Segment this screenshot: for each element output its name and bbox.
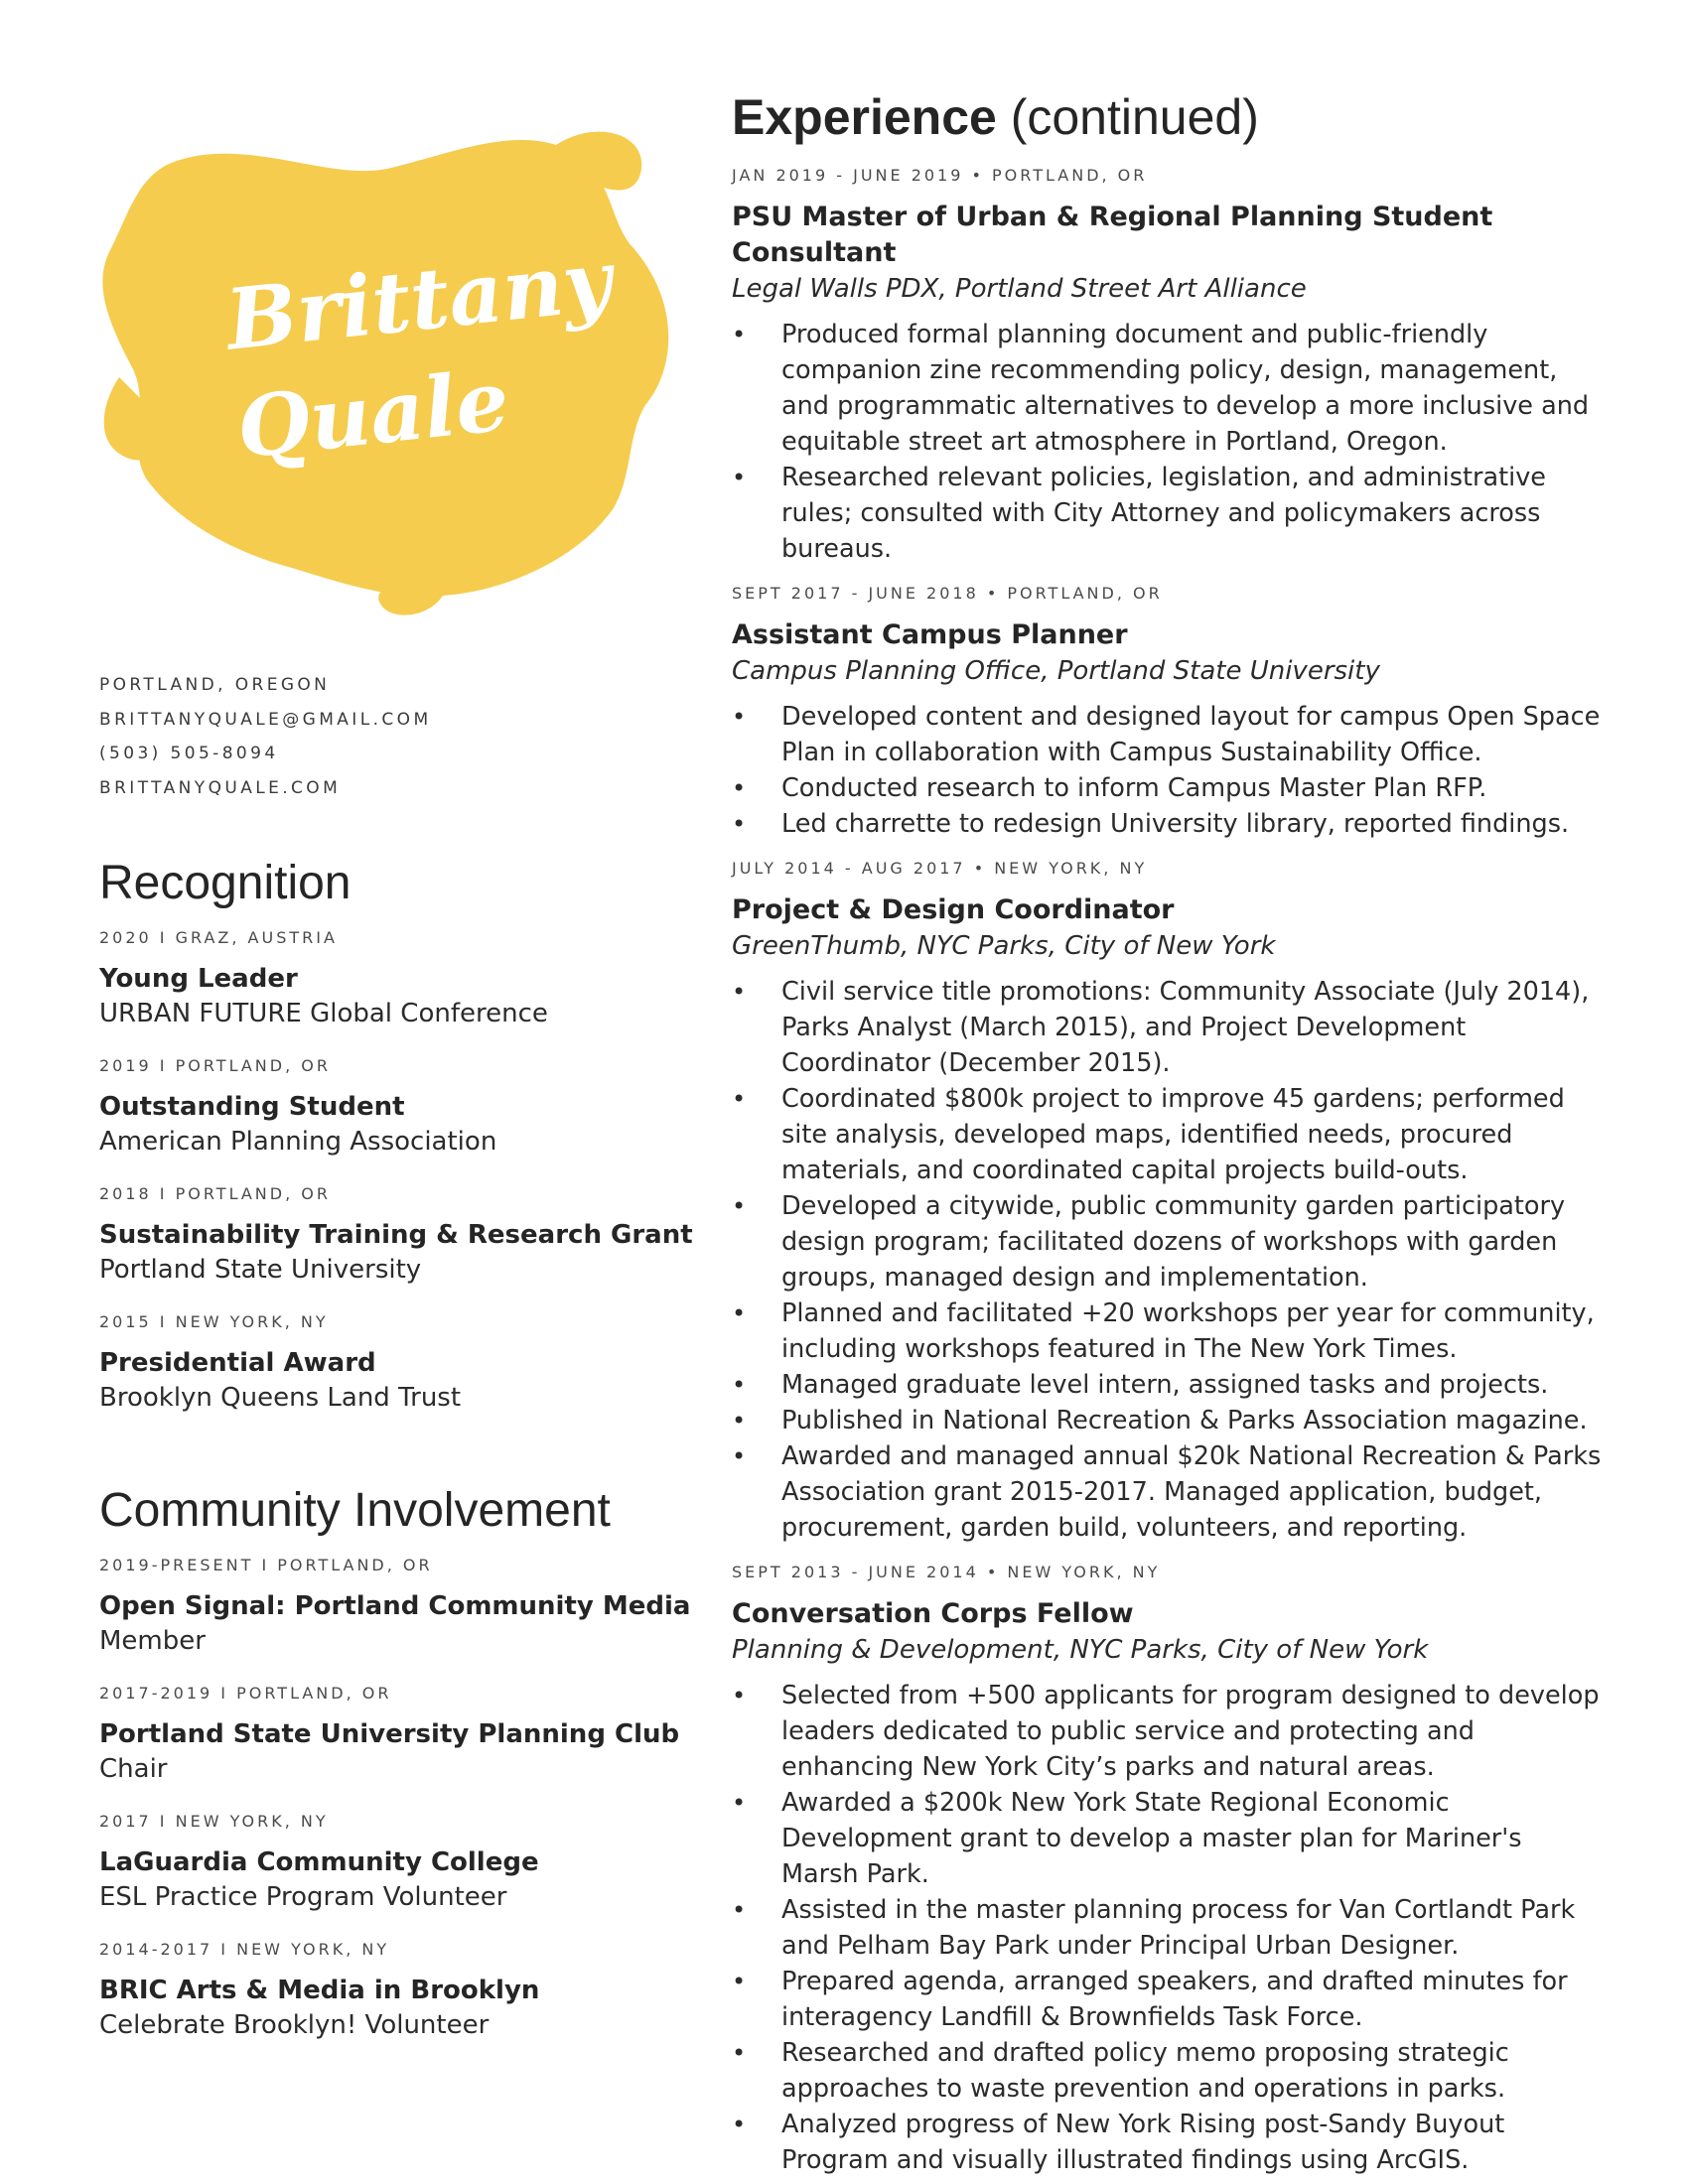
entry-subtitle: Chair (99, 1754, 168, 1784)
section-title-community: Community Involvement (99, 1484, 611, 1537)
job-organization: Planning & Development, NYC Parks, City of New York (732, 1635, 1429, 1665)
job-organization: Campus Planning Office, Portland State University (732, 656, 1380, 686)
experience-title-suffix: (continued) (996, 89, 1259, 145)
job-bullets (732, 699, 1606, 842)
community-entry (99, 1555, 695, 1659)
recognition-entry (99, 1183, 695, 1288)
contact-website[interactable]: BRITTANYQUALE.COM (99, 777, 342, 798)
job-bullet: • Analyzed progress of New York Rising post-Sandy Buyout Program and visually illustrated findings using ArcGIS. (732, 2107, 1606, 2178)
job-entry (732, 858, 1606, 1546)
community-section (99, 1481, 695, 2067)
job-bullet: • Coordinated $800k project to improve 45 gardens; performed site analysis, developed maps, identified needs, procured materials, and coordinated capital projects build-outs. (732, 1081, 1606, 1188)
entry-subtitle: ESL Practice Program Volunteer (99, 1882, 507, 1912)
community-entry (99, 1939, 695, 2043)
job-title: PSU Master of Urban & Regional Planning Student Consultant (732, 202, 1493, 268)
job-title: Assistant Campus Planner (732, 619, 1128, 650)
entry-subtitle: American Planning Association (99, 1127, 497, 1157)
job-entry (732, 583, 1606, 842)
job-bullets (732, 317, 1606, 567)
job-bullet: • Conducted research to inform Campus Master Plan RFP. (732, 770, 1606, 806)
job-meta: JULY 2014 - AUG 2017 • NEW YORK, NY (732, 859, 1148, 878)
entry-title: Open Signal: Portland Community Media (99, 1591, 691, 1621)
contact-location: PORTLAND, OREGON (99, 675, 331, 695)
job-bullet: • Researched relevant policies, legislation, and administrative rules; consulted with City Attorney and policymakers across bureaus. (732, 460, 1606, 567)
job-bullet: • Published in National Recreation & Parks Association magazine. (732, 1403, 1606, 1438)
entry-subtitle: Celebrate Brooklyn! Volunteer (99, 2010, 490, 2040)
recognition-section (99, 854, 695, 1439)
entry-title: Outstanding Student (99, 1092, 405, 1122)
job-bullet: • Assisted in the master planning process for Van Cortlandt Park and Pelham Bay Park under Principal Urban Designer. (732, 1892, 1606, 1964)
job-meta: SEPT 2013 - JUNE 2014 • NEW YORK, NY (732, 1563, 1161, 1581)
job-organization: GreenThumb, NYC Parks, City of New York (732, 931, 1276, 961)
recognition-entry (99, 1055, 695, 1160)
name-first: Brittany (221, 230, 617, 369)
entry-title: Portland State University Planning Club (99, 1719, 680, 1749)
experience-title-main: Experience (732, 89, 997, 145)
job-bullet: • Civil service title promotions: Community Associate (July 2014), Parks Analyst (March 2015), and Project Development Coordinator (December 2015). (732, 974, 1606, 1081)
entry-title: Young Leader (99, 964, 298, 994)
job-entry (732, 1562, 1606, 2178)
entry-meta: 2015 I NEW YORK, NY (99, 1312, 329, 1331)
contact-phone[interactable]: (503) 505-8094 (99, 744, 279, 763)
entry-meta: 2020 I GRAZ, AUSTRIA (99, 928, 338, 947)
job-bullets (732, 974, 1606, 1546)
job-bullet: • Produced formal planning document and public-friendly companion zine recommending policy, design, management, and programmatic alternatives to develop a more inclusive and equitable street art atmosphere in Portland, Oregon. (732, 317, 1606, 460)
entry-subtitle: Member (99, 1626, 206, 1656)
recognition-entry (99, 1311, 695, 1416)
entry-title: BRIC Arts & Media in Brooklyn (99, 1976, 540, 2005)
name-logo (89, 109, 685, 625)
community-entry (99, 1811, 695, 1915)
job-meta: SEPT 2017 - JUNE 2018 • PORTLAND, OR (732, 584, 1163, 603)
entry-meta: 2018 I PORTLAND, OR (99, 1184, 331, 1203)
job-organization: Legal Walls PDX, Portland Street Art Alliance (732, 274, 1307, 304)
entry-meta: 2019 I PORTLAND, OR (99, 1056, 331, 1075)
community-entry (99, 1683, 695, 1787)
entry-title: LaGuardia Community College (99, 1847, 539, 1877)
contact-info (99, 668, 432, 805)
job-bullet: • Awarded and managed annual $20k National Recreation & Parks Association grant 2015-2017. Managed application, budget, procurement, garden build, volunteers, and reporting. (732, 1438, 1606, 1546)
contact-email[interactable]: BRITTANYQUALE@GMAIL.COM (99, 709, 432, 730)
entry-title: Sustainability Training & Research Grant (99, 1220, 693, 1250)
recognition-entry (99, 927, 695, 1031)
job-bullet: • Managed graduate level intern, assigned tasks and projects. (732, 1367, 1606, 1403)
job-title: Project & Design Coordinator (732, 894, 1175, 925)
entry-subtitle: Brooklyn Queens Land Trust (99, 1383, 462, 1413)
entry-subtitle: Portland State University (99, 1255, 422, 1285)
job-title: Conversation Corps Fellow (732, 1598, 1134, 1629)
job-bullet: • Developed content and designed layout for campus Open Space Plan in collaboration with Campus Sustainability Office. (732, 699, 1606, 770)
entry-title: Presidential Award (99, 1348, 376, 1378)
entry-meta: 2017 I NEW YORK, NY (99, 1812, 329, 1831)
job-bullet: • Led charrette to redesign University library, reported findings. (732, 806, 1606, 842)
job-bullet: • Awarded a $200k New York State Regional Economic Development grant to develop a master plan for Mariner's Marsh Park. (732, 1785, 1606, 1892)
job-bullet: • Planned and facilitated +20 workshops per year for community, including workshops featured in The New York Times. (732, 1296, 1606, 1367)
job-bullet: • Researched and drafted policy memo proposing strategic approaches to waste prevention and operations in parks. (732, 2035, 1606, 2107)
experience-section (732, 85, 1606, 2178)
section-title-recognition: Recognition (99, 857, 352, 909)
job-bullet: • Selected from +500 applicants for program designed to develop leaders dedicated to public service and protecting and enhancing New York City’s parks and natural areas. (732, 1678, 1606, 1785)
job-meta: JAN 2019 - JUNE 2019 • PORTLAND, OR (732, 166, 1148, 185)
name-last: Quale (232, 350, 514, 478)
job-bullet: • Prepared agenda, arranged speakers, and drafted minutes for interagency Landfill & Brownfields Task Force. (732, 1964, 1606, 2035)
section-title-experience (732, 85, 1606, 149)
entry-subtitle: URBAN FUTURE Global Conference (99, 999, 548, 1028)
job-entry (732, 165, 1606, 567)
entry-meta: 2019-PRESENT I PORTLAND, OR (99, 1556, 433, 1574)
entry-meta: 2014-2017 I NEW YORK, NY (99, 1940, 390, 1959)
brush-blob-shape (89, 109, 685, 625)
job-bullet: • Developed a citywide, public community garden participatory design program; facilitated dozens of workshops with garden groups, managed design and implementation. (732, 1188, 1606, 1296)
job-bullets (732, 1678, 1606, 2178)
entry-meta: 2017-2019 I PORTLAND, OR (99, 1684, 392, 1703)
